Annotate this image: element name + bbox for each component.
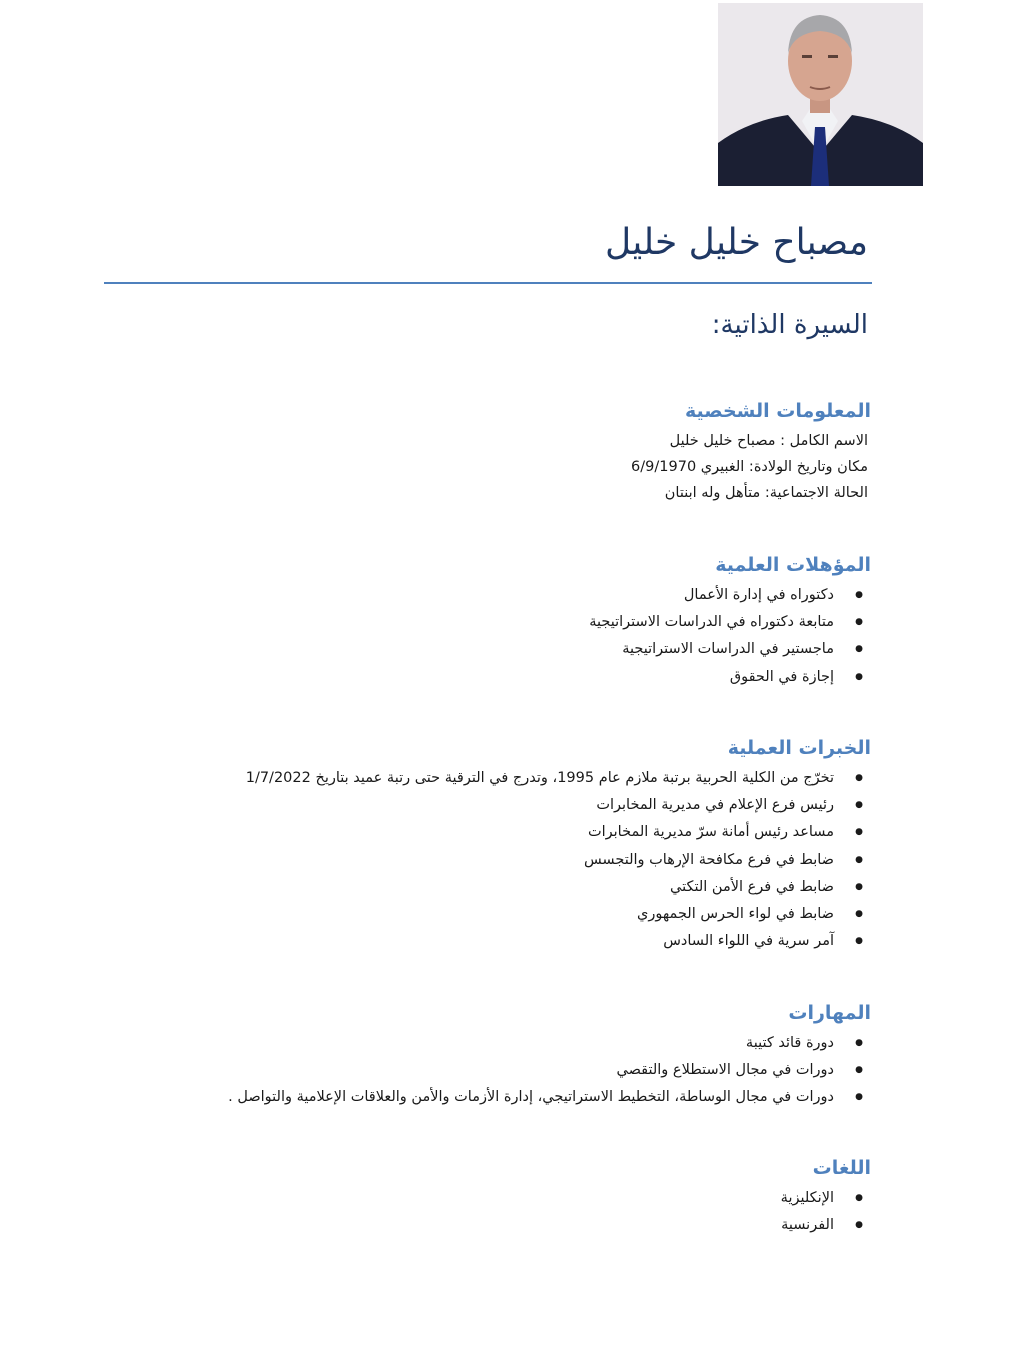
list-item: ● إجازة في الحقوق	[589, 664, 871, 691]
profile-photo	[718, 3, 923, 186]
personal-info-line: مكان وتاريخ الولادة: الغبيري 6/9/1970	[631, 459, 868, 475]
list-item: ● دورة قائد كتيبة	[228, 1030, 871, 1057]
cv-title: السيرة الذاتية:	[711, 310, 868, 340]
list-item: ● ضابط في لواء الحرس الجمهوري	[246, 901, 871, 928]
list-item: ● مساعد رئيس أمانة سرّ مديرية المخابرات	[246, 819, 871, 846]
section-heading-education: المؤهلات العلمية	[715, 554, 871, 576]
section-heading-personal: المعلومات الشخصية	[684, 400, 871, 422]
languages-section	[781, 1157, 871, 1239]
section-heading-experience: الخبرات العملية	[727, 737, 871, 759]
personal-info-list	[631, 428, 871, 506]
section-heading-languages: اللغات	[812, 1157, 871, 1179]
list-item: ● ماجستير في الدراسات الاستراتيجية	[589, 636, 871, 663]
education-section	[589, 554, 871, 691]
person-name: مصباح خليل خليل	[604, 222, 868, 263]
list-item: ● دورات في مجال الاستطلاع والتقصي	[228, 1057, 871, 1084]
list-item: ● آمر سرية في اللواء السادس	[246, 928, 871, 955]
personal-info-line: الحالة الاجتماعية: متأهل وله ابنتان	[664, 485, 868, 501]
title-divider	[104, 282, 872, 284]
skills-section	[228, 1002, 871, 1112]
languages-list	[781, 1185, 871, 1239]
personal-info-section	[631, 400, 871, 506]
list-item: ● ضابط في فرع الأمن التكتي	[246, 874, 871, 901]
list-item: ● دورات في مجال الوساطة، التخطيط الاستراتيجي، إدارة الأزمات والأمن والعلاقات الإعلامية والتواصل .	[228, 1084, 871, 1111]
list-item: ● ضابط في فرع مكافحة الإرهاب والتجسس	[246, 847, 871, 874]
list-item: ● الفرنسية	[781, 1212, 871, 1239]
education-list	[589, 582, 871, 691]
list-item: ● رئيس فرع الإعلام في مديرية المخابرات	[246, 792, 871, 819]
list-item: ● دكتوراه في إدارة الأعمال	[589, 582, 871, 609]
list-item: ● متابعة دكتوراه في الدراسات الاستراتيجية	[589, 609, 871, 636]
experience-list	[246, 765, 871, 955]
experience-section	[246, 737, 871, 955]
skills-list	[228, 1030, 871, 1112]
list-item: ● الإنكليزية	[781, 1185, 871, 1212]
personal-info-line: الاسم الكامل : مصباح خليل خليل	[669, 433, 868, 449]
list-item: ● تخرّج من الكلية الحربية برتبة ملازم عام 1995، وتدرج في الترقية حتى رتبة عميد بتاريخ 1/7/2022	[246, 765, 871, 792]
section-heading-skills: المهارات	[788, 1002, 871, 1024]
